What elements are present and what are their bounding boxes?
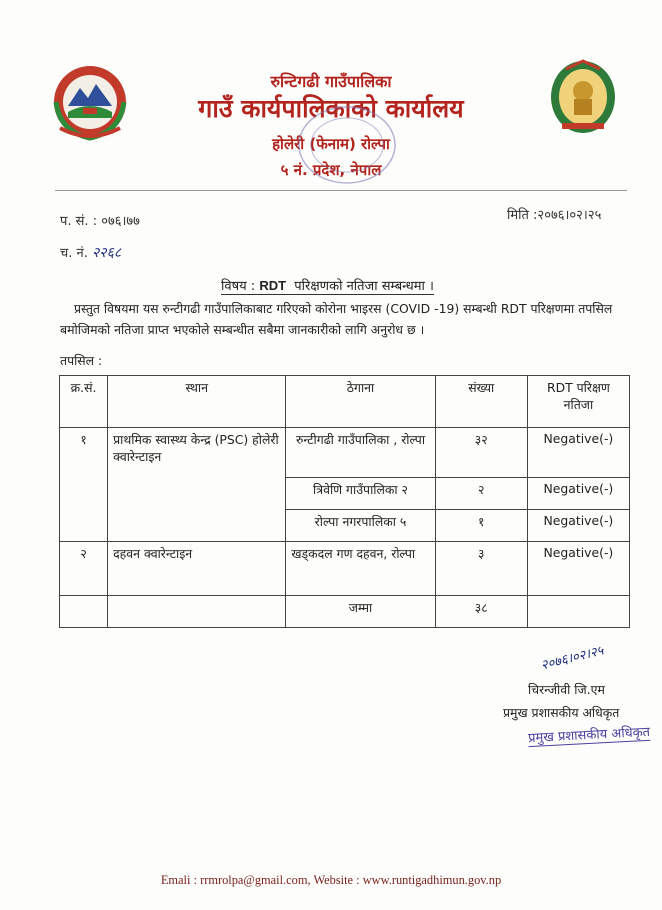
table-header-row <box>60 376 630 428</box>
total-empty-cell <box>108 596 286 628</box>
header-divider <box>55 190 627 191</box>
row-result: Negative(-) <box>527 510 629 542</box>
row-sn: १ <box>60 428 108 542</box>
row-result: Negative(-) <box>527 478 629 510</box>
row-place: प्राथमिक स्वास्थ्य केन्द्र (PSC) होलेरी क्वारेन्टाइन <box>108 428 286 542</box>
table-row <box>60 542 630 596</box>
row-count: १ <box>435 510 527 542</box>
row-result: Negative(-) <box>527 542 629 596</box>
row-address: रुन्टीगढी गाउँपालिका , रोल्पा <box>286 428 435 478</box>
dispatch-handwritten-number: २२६८ <box>92 245 122 261</box>
row-place: दहवन क्वारेन्टाइन <box>108 542 286 596</box>
row-address: त्रिवेणि गाउँपालिका २ <box>286 478 435 510</box>
office-stamp <box>292 100 402 190</box>
signatory-name: चिरन्जीवी जि.एम <box>528 682 605 697</box>
row-address: खड्कदल गण दहवन, रोल्पा <box>286 542 435 596</box>
dispatch-number <box>60 243 121 262</box>
letter-subject <box>221 276 434 295</box>
letter-body: प्रस्तुत विषयमा यस रुन्टीगढी गाउँपालिकाबाट गरिएको कोरोना भाइरस (COVID -19) सम्बन्धी RDT परिक्षणमा तपसिल बमोजिमको नतिजा प्राप्त भएकोले सम्बन्धीत सबैमा जानकारीको लागि अनुरोध छ । <box>60 301 613 337</box>
details-label: तपसिल : <box>60 353 103 368</box>
row-sn: २ <box>60 542 108 596</box>
subject-text: परिक्षणको नतिजा सम्बन्धमा । <box>294 279 434 294</box>
table-row <box>60 428 630 478</box>
col-header-address: ठेगाना <box>286 376 435 428</box>
municipality-name: रुन्टिगढी गाउँपालिका <box>270 72 392 91</box>
handwritten-signature: २०७६।०२।२५ <box>539 643 606 674</box>
letter-reference-number: प. सं. : ०७६।७७ <box>60 214 140 229</box>
signatory-title: प्रमुख प्रशासकीय अधिकृत <box>503 705 620 720</box>
designation-stamp: प्रमुख प्रशासकीय अधिकृत <box>528 722 651 747</box>
office-location: होलेरी (फेनाम) रोल्पा <box>272 135 390 153</box>
row-count: २ <box>435 478 527 510</box>
row-result: Negative(-) <box>527 428 629 478</box>
results-table <box>59 375 630 628</box>
row-count: ३ <box>435 542 527 596</box>
col-header-result: RDT परिक्षण नतिजा <box>527 376 629 428</box>
col-header-count: संख्या <box>435 376 527 428</box>
col-header-sn: क्र.सं. <box>60 376 108 428</box>
row-address: रोल्पा नगरपालिका ५ <box>286 510 435 542</box>
total-empty-cell <box>527 596 629 628</box>
row-count: ३२ <box>435 428 527 478</box>
total-count: ३८ <box>435 596 527 628</box>
total-label: जम्मा <box>286 596 435 628</box>
office-title: गाउँ कार्यपालिकाको कार्यालय <box>198 94 464 123</box>
col-header-place: स्थान <box>108 376 286 428</box>
letter-date: मिति :२०७६।०२।२५ <box>507 208 602 223</box>
province-line: ५ नं. प्रदेश, नेपाल <box>280 161 382 179</box>
subject-label: विषय : <box>221 279 256 294</box>
table-total-row <box>60 596 630 628</box>
total-empty-cell <box>60 596 108 628</box>
subject-rdt: RDT <box>259 278 287 293</box>
footer-contact: Emali : rrmrolpa@gmail.com, Website : www.runtigadhimun.gov.np <box>160 873 502 887</box>
dispatch-label: च. नं. <box>60 246 88 261</box>
